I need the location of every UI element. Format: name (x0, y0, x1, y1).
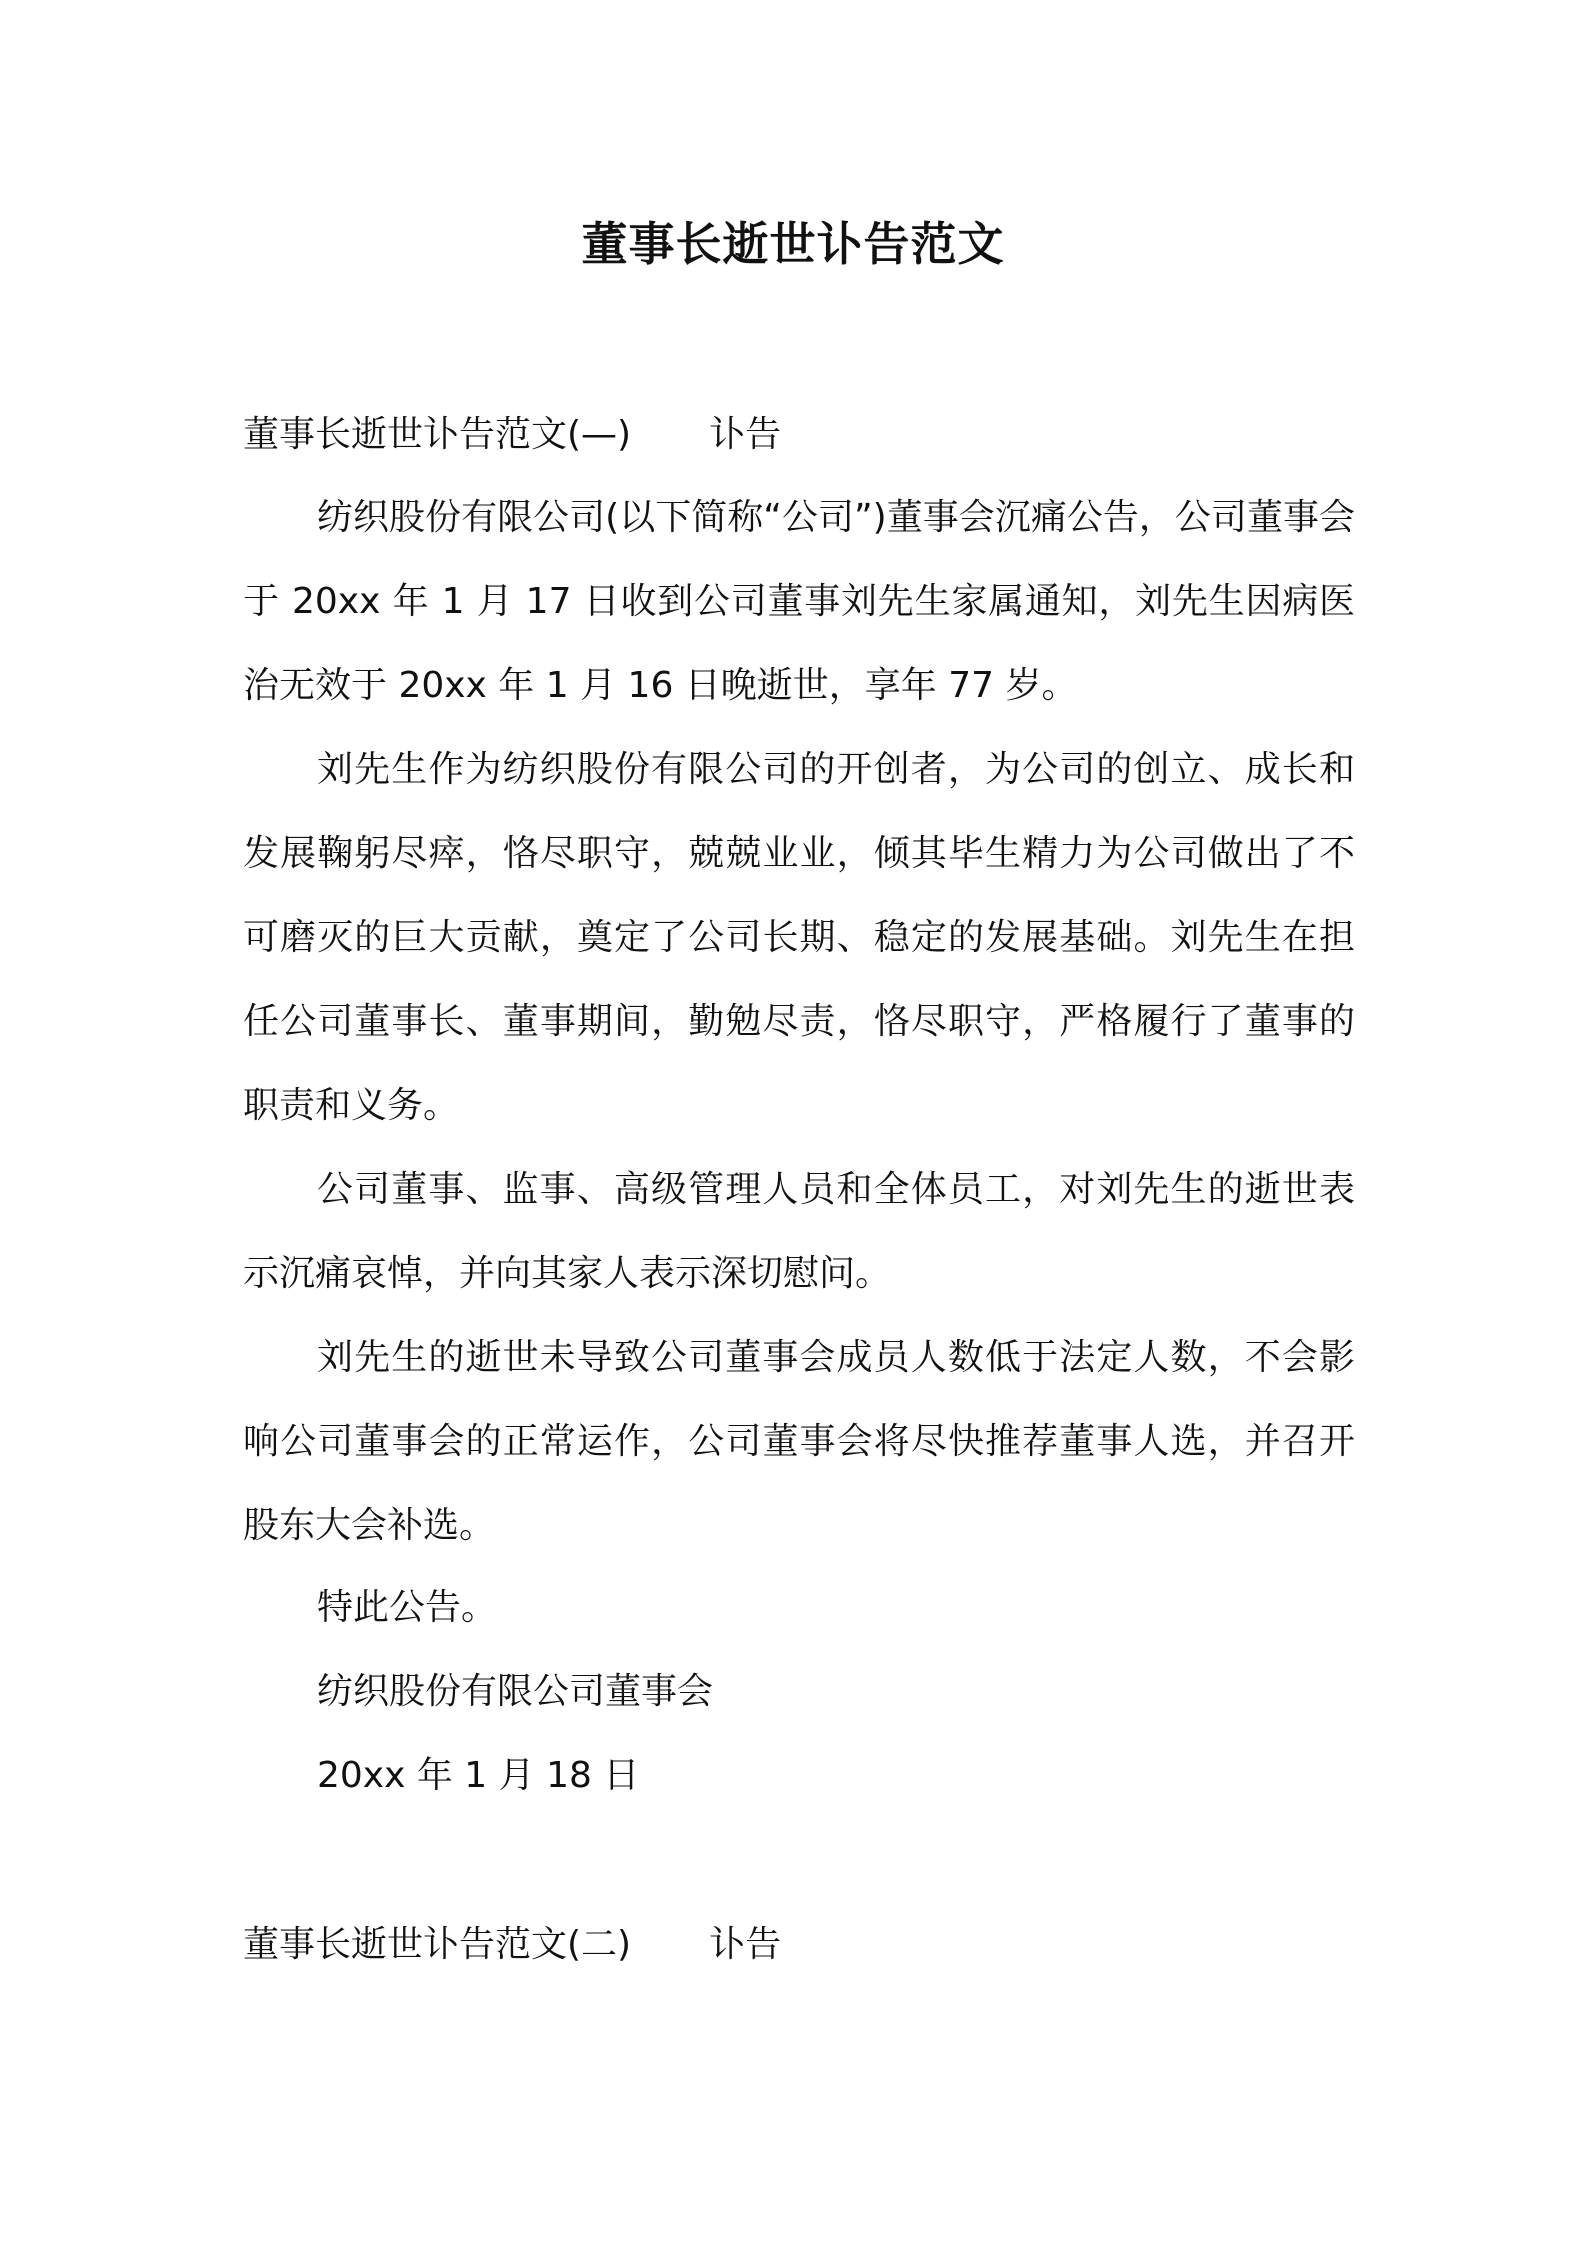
paragraph-3: 公司董事、监事、高级管理人员和全体员工，对刘先生的逝世表示沉痛哀悼，并向其家人表示深切慰问。 (243, 1169, 1355, 1294)
closing-statement: 特此公告。 (317, 1587, 498, 1628)
section-1-closing (317, 1566, 713, 1818)
section-heading-1 (243, 410, 781, 460)
section-heading-2-text: 董事长逝世讣告范文(二) (243, 1924, 632, 1965)
paragraph-2: 刘先生作为纺织股份有限公司的开创者，为公司的创立、成长和发展鞠躬尽瘁，恪尽职守，兢兢业业，倾其毕生精力为公司做出了不可磨灭的巨大贡献，奠定了公司长期、稳定的发展基础。刘先生在担任公司董事长、董事期间，勤勉尽责，恪尽职守，严格履行了董事的职责和义务。 (243, 749, 1355, 1126)
section-heading-1-suffix: 讣告 (709, 414, 782, 455)
section-heading-2 (243, 1920, 781, 1970)
signature: 纺织股份有限公司董事会 (317, 1671, 714, 1712)
date: 20xx 年 1 月 18 日 (317, 1755, 640, 1796)
document-title: 董事长逝世讣告范文 (581, 217, 1005, 271)
paragraph-4: 刘先生的逝世未导致公司董事会成员人数低于法定人数，不会影响公司董事会的正常运作，公司董事会将尽快推荐董事人选，并召开股东大会补选。 (243, 1337, 1355, 1546)
section-heading-2-suffix: 讣告 (709, 1924, 782, 1965)
section-1-body (243, 476, 1355, 1568)
section-heading-1-text: 董事长逝世讣告范文(—) (243, 414, 632, 455)
paragraph-1: 纺织股份有限公司(以下简称“公司”)董事会沉痛公告，公司董事会于 20xx 年 1 月 17 日收到公司董事刘先生家属通知，刘先生因病医治无效于 20xx 年 1 月 16 日晚逝世，享年 77 岁。 (243, 497, 1355, 706)
